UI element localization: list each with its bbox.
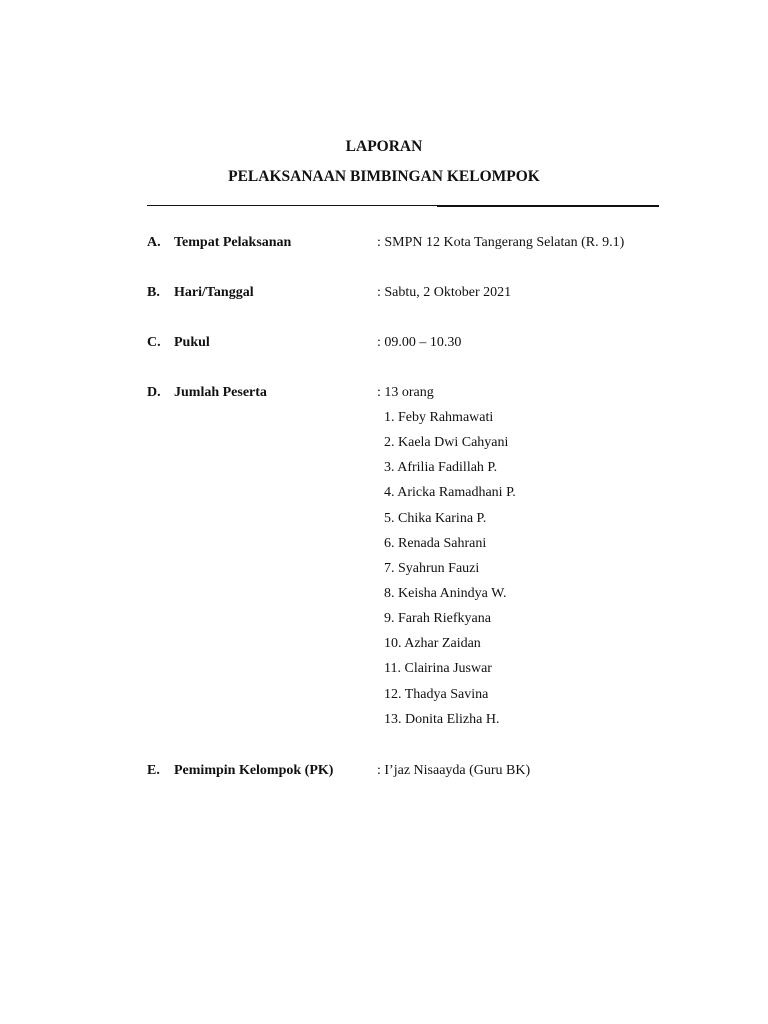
participant-name: 7. Syahrun Fauzi bbox=[384, 560, 480, 576]
item-label: Pemimpin Kelompok (PK) bbox=[174, 763, 334, 778]
list-item bbox=[0, 460, 768, 485]
list-item bbox=[0, 511, 768, 536]
item-tempat-pelaksanaan bbox=[0, 235, 768, 255]
participant-name: 9. Farah Riefkyana bbox=[384, 611, 491, 627]
report-subtitle: PELAKSANAAN BIMBINGAN KELOMPOK bbox=[228, 168, 540, 185]
item-letter: D. bbox=[147, 385, 161, 400]
list-item bbox=[0, 661, 768, 686]
item-letter: E. bbox=[147, 763, 160, 778]
item-pukul bbox=[0, 335, 768, 355]
list-item bbox=[0, 410, 768, 435]
list-item bbox=[0, 536, 768, 561]
item-pemimpin-kelompok bbox=[0, 763, 768, 783]
list-item bbox=[0, 435, 768, 460]
item-value: : 13 orang bbox=[377, 385, 434, 400]
item-value: : I’jaz Nisaayda (Guru BK) bbox=[377, 763, 531, 778]
participant-name: 11. Clairina Juswar bbox=[384, 661, 492, 677]
item-letter: B. bbox=[147, 285, 160, 300]
participant-list bbox=[0, 410, 768, 737]
item-value: : 09.00 – 10.30 bbox=[377, 335, 462, 350]
item-label: Jumlah Peserta bbox=[174, 385, 267, 400]
item-hari-tanggal bbox=[0, 285, 768, 305]
list-item bbox=[0, 611, 768, 636]
list-item bbox=[0, 586, 768, 611]
list-item bbox=[0, 687, 768, 712]
participant-name: 10. Azhar Zaidan bbox=[384, 636, 481, 652]
participant-name: 5. Chika Karina P. bbox=[384, 510, 487, 526]
list-item bbox=[0, 636, 768, 661]
participant-name: 2. Kaela Dwi Cahyani bbox=[384, 435, 509, 451]
title-divider-accent bbox=[437, 206, 659, 207]
list-item bbox=[0, 485, 768, 510]
item-label: Hari/Tanggal bbox=[174, 285, 254, 300]
item-letter: A. bbox=[147, 235, 161, 250]
item-label: Tempat Pelaksanan bbox=[174, 235, 292, 250]
participant-name: 13. Donita Elizha H. bbox=[384, 711, 500, 727]
item-jumlah-peserta bbox=[0, 385, 768, 405]
list-item bbox=[0, 561, 768, 586]
item-label: Pukul bbox=[174, 335, 210, 350]
participant-name: 8. Keisha Anindya W. bbox=[384, 585, 507, 601]
item-value: : SMPN 12 Kota Tangerang Selatan (R. 9.1) bbox=[377, 235, 625, 250]
report-title: LAPORAN bbox=[345, 138, 423, 155]
participant-name: 4. Aricka Ramadhani P. bbox=[384, 485, 516, 501]
participant-name: 12. Thadya Savina bbox=[384, 686, 489, 702]
participant-name: 1. Feby Rahmawati bbox=[384, 410, 494, 425]
participant-name: 3. Afrilia Fadillah P. bbox=[384, 460, 498, 476]
item-letter: C. bbox=[147, 335, 161, 350]
participant-name: 6. Renada Sahrani bbox=[384, 535, 487, 551]
item-value: : Sabtu, 2 Oktober 2021 bbox=[377, 285, 512, 300]
list-item bbox=[0, 712, 768, 737]
